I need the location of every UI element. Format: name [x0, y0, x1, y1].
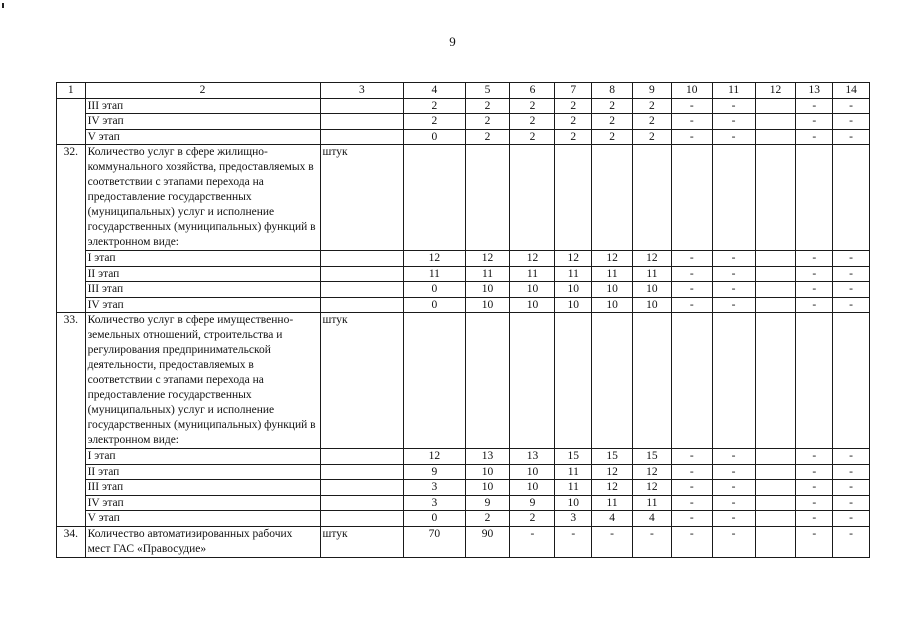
value-cell: - [671, 464, 712, 480]
value-cell [555, 145, 592, 251]
indicator-table [56, 82, 870, 558]
value-cell: 10 [510, 480, 555, 496]
value-cell: 2 [555, 129, 592, 145]
unit-cell [320, 480, 404, 496]
value-cell: 12 [404, 449, 465, 465]
value-cell: 3 [404, 495, 465, 511]
value-cell: 3 [404, 480, 465, 496]
value-cell: 2 [510, 511, 555, 527]
stage-name: III этап [85, 480, 320, 496]
stage-name: IV этап [85, 495, 320, 511]
table-row [57, 297, 870, 313]
value-cell: 2 [465, 98, 510, 114]
value-cell: 10 [465, 480, 510, 496]
value-cell: 12 [592, 251, 633, 267]
value-cell [755, 282, 796, 298]
unit-cell [320, 464, 404, 480]
value-cell: 11 [404, 266, 465, 282]
column-header: 8 [592, 83, 633, 99]
value-cell: 12 [633, 480, 672, 496]
value-cell: - [833, 98, 870, 114]
stage-name: I этап [85, 251, 320, 267]
stage-name: IV этап [85, 297, 320, 313]
value-cell: 10 [510, 282, 555, 298]
unit-cell [320, 449, 404, 465]
value-cell: 12 [592, 464, 633, 480]
value-cell: 10 [555, 297, 592, 313]
value-cell [755, 266, 796, 282]
value-cell [712, 145, 755, 251]
value-cell: 10 [465, 282, 510, 298]
value-cell: - [833, 511, 870, 527]
value-cell [833, 313, 870, 449]
value-cell [712, 313, 755, 449]
table-row [57, 480, 870, 496]
value-cell: 12 [465, 251, 510, 267]
value-cell: 2 [592, 114, 633, 130]
value-cell: - [671, 495, 712, 511]
value-cell: 15 [633, 449, 672, 465]
value-cell: 2 [592, 98, 633, 114]
table-row [57, 145, 870, 251]
value-cell [755, 511, 796, 527]
unit-cell: штук [320, 313, 404, 449]
value-cell: - [510, 526, 555, 557]
unit-cell [320, 282, 404, 298]
value-cell: - [671, 129, 712, 145]
value-cell [755, 464, 796, 480]
value-cell: 11 [555, 464, 592, 480]
stage-name: I этап [85, 449, 320, 465]
value-cell: 2 [555, 98, 592, 114]
column-header: 7 [555, 83, 592, 99]
table-row [57, 98, 870, 114]
value-cell: - [796, 114, 833, 130]
value-cell: 15 [555, 449, 592, 465]
value-cell: 10 [633, 297, 672, 313]
value-cell: 2 [510, 129, 555, 145]
stage-name: III этап [85, 282, 320, 298]
value-cell [633, 313, 672, 449]
value-cell: 2 [465, 129, 510, 145]
value-cell: 2 [510, 98, 555, 114]
value-cell: - [833, 449, 870, 465]
value-cell: - [712, 526, 755, 557]
value-cell: 10 [510, 464, 555, 480]
value-cell: - [671, 449, 712, 465]
value-cell: 2 [465, 114, 510, 130]
column-header: 12 [755, 83, 796, 99]
value-cell: 0 [404, 511, 465, 527]
value-cell: - [712, 114, 755, 130]
table-row [57, 464, 870, 480]
value-cell: 2 [555, 114, 592, 130]
stage-name: V этап [85, 511, 320, 527]
table-header-row [57, 83, 870, 99]
value-cell: - [833, 464, 870, 480]
table-body [57, 83, 870, 558]
value-cell: - [712, 480, 755, 496]
value-cell: - [796, 251, 833, 267]
value-cell: 2 [404, 98, 465, 114]
row-number: 32. [57, 145, 86, 313]
value-cell: - [833, 526, 870, 557]
column-header: 2 [85, 83, 320, 99]
unit-cell [320, 266, 404, 282]
table-row [57, 282, 870, 298]
value-cell: - [671, 251, 712, 267]
value-cell: 9 [465, 495, 510, 511]
value-cell: 9 [510, 495, 555, 511]
column-header: 9 [633, 83, 672, 99]
indicator-title: Количество автоматизированных рабочих мест ГАС «Правосудие» [85, 526, 320, 557]
value-cell: 0 [404, 282, 465, 298]
row-number [57, 98, 86, 145]
value-cell: 10 [465, 297, 510, 313]
value-cell: - [833, 495, 870, 511]
column-header: 13 [796, 83, 833, 99]
value-cell: 12 [510, 251, 555, 267]
value-cell [671, 145, 712, 251]
value-cell [755, 495, 796, 511]
value-cell: 13 [510, 449, 555, 465]
value-cell: 2 [510, 114, 555, 130]
value-cell: - [671, 282, 712, 298]
value-cell: 0 [404, 129, 465, 145]
value-cell: - [796, 495, 833, 511]
value-cell: - [671, 526, 712, 557]
value-cell [796, 145, 833, 251]
value-cell: 2 [633, 129, 672, 145]
table-row [57, 449, 870, 465]
value-cell: 15 [592, 449, 633, 465]
value-cell: - [833, 266, 870, 282]
value-cell: - [833, 114, 870, 130]
value-cell: - [796, 480, 833, 496]
value-cell: 12 [633, 464, 672, 480]
value-cell: 11 [555, 266, 592, 282]
value-cell: - [712, 495, 755, 511]
value-cell [755, 251, 796, 267]
value-cell: 11 [633, 495, 672, 511]
value-cell: 12 [404, 251, 465, 267]
value-cell [510, 145, 555, 251]
value-cell: - [712, 464, 755, 480]
unit-cell: штук [320, 526, 404, 557]
value-cell: 10 [633, 282, 672, 298]
value-cell: 10 [465, 464, 510, 480]
table-row [57, 114, 870, 130]
value-cell: - [796, 98, 833, 114]
unit-cell [320, 495, 404, 511]
value-cell: 70 [404, 526, 465, 557]
value-cell: - [633, 526, 672, 557]
value-cell: - [712, 511, 755, 527]
row-number: 34. [57, 526, 86, 557]
value-cell: 10 [555, 495, 592, 511]
stage-name: III этап [85, 98, 320, 114]
value-cell: 11 [592, 495, 633, 511]
column-header: 10 [671, 83, 712, 99]
value-cell: - [555, 526, 592, 557]
unit-cell [320, 251, 404, 267]
value-cell: - [712, 282, 755, 298]
value-cell: - [833, 129, 870, 145]
unit-cell: штук [320, 145, 404, 251]
value-cell [755, 129, 796, 145]
value-cell: - [796, 282, 833, 298]
table-row [57, 511, 870, 527]
value-cell: - [796, 464, 833, 480]
value-cell [555, 313, 592, 449]
value-cell: - [712, 129, 755, 145]
value-cell: 4 [633, 511, 672, 527]
value-cell: - [671, 297, 712, 313]
value-cell [755, 313, 796, 449]
row-number: 33. [57, 313, 86, 527]
value-cell [633, 145, 672, 251]
value-cell [465, 313, 510, 449]
value-cell [404, 145, 465, 251]
value-cell: - [671, 98, 712, 114]
value-cell [755, 145, 796, 251]
value-cell [510, 313, 555, 449]
value-cell: - [712, 266, 755, 282]
column-header: 14 [833, 83, 870, 99]
value-cell: - [796, 129, 833, 145]
table-row [57, 266, 870, 282]
page-number: 9 [449, 34, 456, 49]
value-cell [404, 313, 465, 449]
unit-cell [320, 114, 404, 130]
value-cell: - [712, 251, 755, 267]
value-cell: - [833, 251, 870, 267]
value-cell: 10 [592, 297, 633, 313]
value-cell: 11 [592, 266, 633, 282]
column-header: 5 [465, 83, 510, 99]
value-cell [755, 297, 796, 313]
value-cell: 12 [555, 251, 592, 267]
value-cell [755, 526, 796, 557]
value-cell: 12 [592, 480, 633, 496]
value-cell: 3 [555, 511, 592, 527]
stage-name: II этап [85, 464, 320, 480]
stage-name: IV этап [85, 114, 320, 130]
value-cell [465, 145, 510, 251]
table-row [57, 129, 870, 145]
column-header: 3 [320, 83, 404, 99]
value-cell: 2 [465, 511, 510, 527]
stage-name: II этап [85, 266, 320, 282]
unit-cell [320, 129, 404, 145]
value-cell: - [592, 526, 633, 557]
value-cell: 2 [592, 129, 633, 145]
value-cell [755, 480, 796, 496]
value-cell: 2 [404, 114, 465, 130]
value-cell: 9 [404, 464, 465, 480]
indicator-title: Количество услуг в сфере жилищно-коммунального хозяйства, предоставляемых в соответствии с этапами перехода на предоставление государственных (муниципальных) услуг и исполнение государственных (муниципальных) функций в электронном виде: [85, 145, 320, 251]
value-cell: 4 [592, 511, 633, 527]
column-header: 4 [404, 83, 465, 99]
value-cell: - [712, 297, 755, 313]
value-cell: 12 [633, 251, 672, 267]
value-cell: - [796, 526, 833, 557]
value-cell: - [671, 511, 712, 527]
value-cell [671, 313, 712, 449]
value-cell [833, 145, 870, 251]
value-cell: - [712, 98, 755, 114]
value-cell [755, 98, 796, 114]
value-cell: - [671, 114, 712, 130]
value-cell: - [796, 511, 833, 527]
value-cell [796, 313, 833, 449]
unit-cell [320, 297, 404, 313]
table-row [57, 251, 870, 267]
value-cell: 0 [404, 297, 465, 313]
value-cell: 2 [633, 114, 672, 130]
value-cell: 10 [555, 282, 592, 298]
value-cell [592, 313, 633, 449]
column-header: 11 [712, 83, 755, 99]
value-cell: - [671, 266, 712, 282]
value-cell: 90 [465, 526, 510, 557]
value-cell: 11 [633, 266, 672, 282]
value-cell [755, 449, 796, 465]
value-cell: - [671, 480, 712, 496]
value-cell: 11 [510, 266, 555, 282]
value-cell: 11 [555, 480, 592, 496]
value-cell: - [796, 449, 833, 465]
value-cell: 10 [510, 297, 555, 313]
table-row [57, 526, 870, 557]
value-cell: - [712, 449, 755, 465]
column-header: 1 [57, 83, 86, 99]
value-cell: - [833, 480, 870, 496]
value-cell: - [833, 282, 870, 298]
table-row [57, 313, 870, 449]
unit-cell [320, 98, 404, 114]
scan-corner-mark [2, 3, 4, 8]
value-cell: 2 [633, 98, 672, 114]
value-cell: - [833, 297, 870, 313]
value-cell: - [796, 266, 833, 282]
value-cell [755, 114, 796, 130]
table-row [57, 495, 870, 511]
value-cell: 10 [592, 282, 633, 298]
value-cell [592, 145, 633, 251]
value-cell: - [796, 297, 833, 313]
value-cell: 13 [465, 449, 510, 465]
value-cell: 11 [465, 266, 510, 282]
stage-name: V этап [85, 129, 320, 145]
indicator-title: Количество услуг в сфере имущественно-земельных отношений, строительства и регулирования предпринимательской деятельности, предоставляемых в соответствии с этапами перехода на предоставление государственных (муниципальных) услуг и исполнение государственных (муниципальных) функций в электронном виде: [85, 313, 320, 449]
column-header: 6 [510, 83, 555, 99]
unit-cell [320, 511, 404, 527]
